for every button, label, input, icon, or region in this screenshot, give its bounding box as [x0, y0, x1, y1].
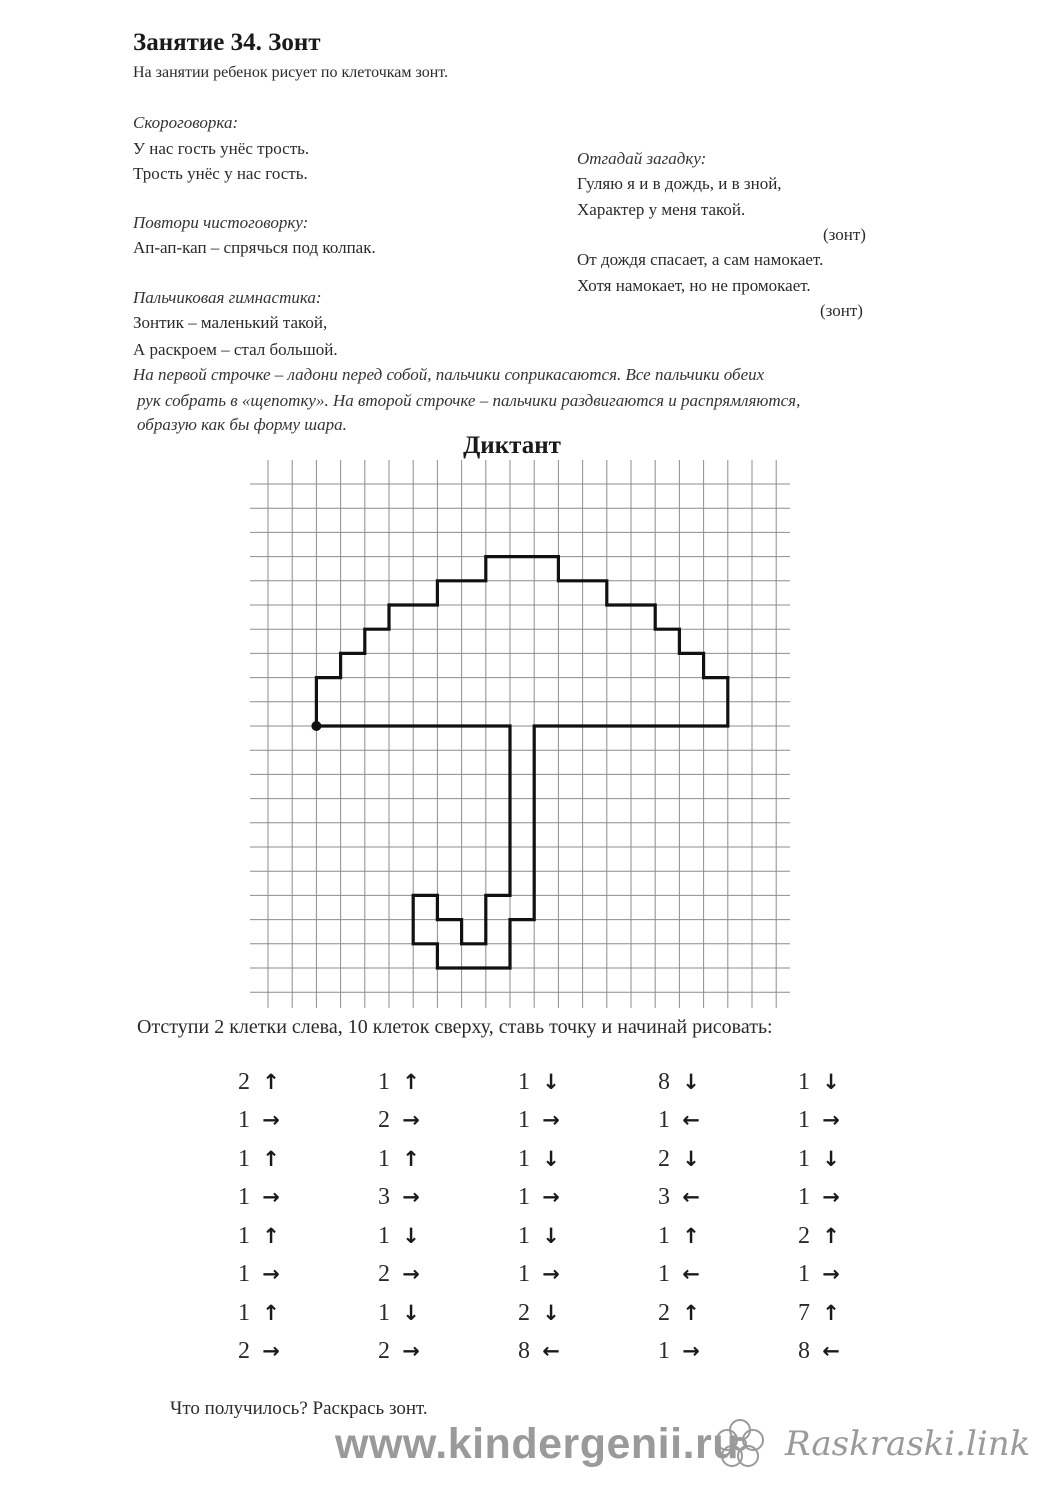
arrow-right-icon: →	[402, 1339, 420, 1364]
step-count: 2	[378, 1261, 390, 1288]
arrow-left-icon: ←	[822, 1339, 840, 1364]
site-watermark: www.kindergenii.ru	[335, 1420, 740, 1468]
step-count: 1	[658, 1107, 670, 1134]
step-count: 2	[238, 1068, 250, 1095]
step-row	[218, 1102, 918, 1141]
tongue-twister-line: У нас гость унёс трость.	[133, 139, 310, 158]
step-cell	[218, 1256, 358, 1295]
step-cell	[778, 1333, 918, 1372]
step-count: 1	[378, 1145, 390, 1172]
page-title: Занятие 34. Зонт	[133, 29, 321, 56]
step-cell	[638, 1333, 778, 1372]
arrow-right-icon: →	[402, 1108, 420, 1133]
arrow-down-icon: ↓	[682, 1069, 700, 1094]
step-cell	[778, 1063, 918, 1102]
step-cell	[358, 1102, 498, 1141]
arrow-up-icon: ↑	[402, 1146, 420, 1171]
step-count: 1	[658, 1338, 670, 1365]
arrow-right-icon: →	[822, 1185, 840, 1210]
step-cell	[358, 1217, 498, 1256]
arrow-up-icon: ↑	[262, 1300, 280, 1325]
arrow-left-icon: ←	[682, 1108, 700, 1133]
step-count: 8	[658, 1068, 670, 1095]
arrow-down-icon: ↓	[822, 1146, 840, 1171]
step-cell	[218, 1294, 358, 1333]
step-row	[218, 1063, 918, 1102]
step-count: 1	[798, 1145, 810, 1172]
step-count: 1	[238, 1261, 250, 1288]
step-cell	[358, 1140, 498, 1179]
step-cell	[358, 1256, 498, 1295]
finger-gym-instruction: образую как бы форму шара.	[137, 415, 347, 434]
step-count: 1	[378, 1299, 390, 1326]
start-point	[311, 721, 321, 731]
finger-gym-label: Пальчиковая гимнастика:	[133, 288, 322, 307]
arrow-right-icon: →	[262, 1339, 280, 1364]
step-count: 1	[658, 1222, 670, 1249]
step-cell	[498, 1294, 638, 1333]
step-cell	[498, 1063, 638, 1102]
step-count: 1	[238, 1107, 250, 1134]
arrow-down-icon: ↓	[402, 1300, 420, 1325]
step-count: 1	[238, 1184, 250, 1211]
arrow-down-icon: ↓	[402, 1223, 420, 1248]
step-cell	[218, 1333, 358, 1372]
step-cell	[358, 1333, 498, 1372]
step-count: 1	[518, 1261, 530, 1288]
riddle-line: От дождя спасает, а сам намокает.	[577, 250, 824, 269]
step-cell	[778, 1294, 918, 1333]
step-cell	[638, 1256, 778, 1295]
step-count: 2	[798, 1222, 810, 1249]
step-row	[218, 1217, 918, 1256]
arrow-up-icon: ↑	[822, 1300, 840, 1325]
step-count: 2	[238, 1338, 250, 1365]
step-cell	[638, 1063, 778, 1102]
arrow-down-icon: ↓	[822, 1069, 840, 1094]
arrow-down-icon: ↓	[542, 1146, 560, 1171]
step-cell	[218, 1217, 358, 1256]
arrow-right-icon: →	[682, 1339, 700, 1364]
step-cell	[498, 1256, 638, 1295]
step-cell	[778, 1102, 918, 1141]
riddle-label: Отгадай загадку:	[577, 149, 707, 168]
finger-gym-instruction: На первой строчке – ладони перед собой, пальчики соприкасаются. Все пальчики обеих	[133, 365, 765, 384]
step-row	[218, 1179, 918, 1218]
dictation-steps-table	[218, 1063, 918, 1371]
page-subtitle: На занятии ребенок рисует по клеточкам зонт.	[133, 64, 449, 81]
step-count: 2	[658, 1145, 670, 1172]
step-count: 1	[798, 1107, 810, 1134]
step-cell	[638, 1217, 778, 1256]
step-cell	[778, 1140, 918, 1179]
step-count: 3	[378, 1184, 390, 1211]
step-count: 1	[378, 1222, 390, 1249]
step-cell	[358, 1179, 498, 1218]
step-count: 1	[238, 1145, 250, 1172]
arrow-down-icon: ↓	[542, 1223, 560, 1248]
arrow-right-icon: →	[402, 1185, 420, 1210]
arrow-up-icon: ↑	[682, 1223, 700, 1248]
riddle-line: Характер у меня такой.	[577, 200, 746, 219]
arrow-right-icon: →	[822, 1262, 840, 1287]
arrow-left-icon: ←	[682, 1185, 700, 1210]
riddle-line: Хотя намокает, но не промокает.	[577, 276, 811, 295]
arrow-right-icon: →	[262, 1262, 280, 1287]
arrow-down-icon: ↓	[542, 1069, 560, 1094]
step-row	[218, 1140, 918, 1179]
step-count: 8	[518, 1338, 530, 1365]
arrow-left-icon: ←	[682, 1262, 700, 1287]
step-count: 1	[378, 1068, 390, 1095]
riddle-line: Гуляю я и в дождь, и в зной,	[577, 174, 782, 193]
arrow-right-icon: →	[542, 1185, 560, 1210]
arrow-down-icon: ↓	[682, 1146, 700, 1171]
step-count: 1	[518, 1145, 530, 1172]
arrow-right-icon: →	[542, 1108, 560, 1133]
step-cell	[638, 1140, 778, 1179]
dictation-instruction: Отступи 2 клетки слева, 10 клеток сверху, ставь точку и начинай рисовать:	[137, 1016, 773, 1038]
step-cell	[498, 1140, 638, 1179]
step-count: 1	[518, 1184, 530, 1211]
step-count: 1	[658, 1261, 670, 1288]
step-cell	[358, 1294, 498, 1333]
tongue-twister-label: Скороговорка:	[133, 113, 239, 132]
riddle-answer: (зонт)	[823, 225, 866, 244]
arrow-up-icon: ↑	[262, 1146, 280, 1171]
step-cell	[218, 1102, 358, 1141]
step-cell	[358, 1063, 498, 1102]
arrow-right-icon: →	[822, 1108, 840, 1133]
arrow-up-icon: ↑	[682, 1300, 700, 1325]
step-count: 1	[238, 1222, 250, 1249]
graph-paper-grid	[250, 460, 790, 1008]
step-cell	[778, 1179, 918, 1218]
arrow-up-icon: ↑	[402, 1069, 420, 1094]
step-count: 1	[518, 1068, 530, 1095]
step-count: 2	[378, 1107, 390, 1134]
step-cell	[498, 1333, 638, 1372]
step-cell	[498, 1179, 638, 1218]
step-cell	[498, 1102, 638, 1141]
step-cell	[638, 1294, 778, 1333]
step-cell	[218, 1179, 358, 1218]
step-count: 8	[798, 1338, 810, 1365]
step-count: 1	[518, 1107, 530, 1134]
step-cell	[638, 1102, 778, 1141]
step-count: 7	[798, 1299, 810, 1326]
flower-logo-icon	[712, 1416, 768, 1472]
finger-gym-line: Зонтик – маленький такой,	[133, 313, 328, 332]
dictation-title: Диктант	[463, 432, 561, 459]
step-cell	[778, 1217, 918, 1256]
step-count: 1	[798, 1184, 810, 1211]
finger-gym-line: А раскроем – стал большой.	[133, 340, 338, 359]
step-cell	[778, 1256, 918, 1295]
step-row	[218, 1333, 918, 1372]
step-cell	[638, 1179, 778, 1218]
arrow-right-icon: →	[262, 1185, 280, 1210]
step-cell	[218, 1063, 358, 1102]
arrow-right-icon: →	[542, 1262, 560, 1287]
brand-watermark: Raskraski.link	[785, 1424, 1031, 1464]
step-cell	[218, 1140, 358, 1179]
arrow-left-icon: ←	[542, 1339, 560, 1364]
step-cell	[498, 1217, 638, 1256]
step-count: 2	[518, 1299, 530, 1326]
arrow-up-icon: ↑	[822, 1223, 840, 1248]
arrow-up-icon: ↑	[262, 1223, 280, 1248]
riddle-answer: (зонт)	[820, 301, 863, 320]
step-count: 1	[518, 1222, 530, 1249]
step-count: 2	[658, 1299, 670, 1326]
step-count: 3	[658, 1184, 670, 1211]
step-row	[218, 1294, 918, 1333]
umbrella-outline	[316, 557, 727, 968]
step-count: 1	[798, 1261, 810, 1288]
closing-question: Что получилось? Раскрась зонт.	[170, 1398, 428, 1419]
step-count: 1	[238, 1299, 250, 1326]
arrow-up-icon: ↑	[262, 1069, 280, 1094]
pure-phrase-line: Ап-ап-кап – спрячься под колпак.	[133, 238, 376, 257]
pure-phrase-label: Повтори чистоговорку:	[133, 213, 309, 232]
step-count: 2	[378, 1338, 390, 1365]
arrow-right-icon: →	[262, 1108, 280, 1133]
step-count: 1	[798, 1068, 810, 1095]
step-row	[218, 1256, 918, 1295]
arrow-down-icon: ↓	[542, 1300, 560, 1325]
tongue-twister-line: Трость унёс у нас гость.	[133, 164, 308, 183]
finger-gym-instruction: рук собрать в «щепотку». На второй строчке – пальчики раздвигаются и распрямляются,	[137, 391, 801, 410]
arrow-right-icon: →	[402, 1262, 420, 1287]
